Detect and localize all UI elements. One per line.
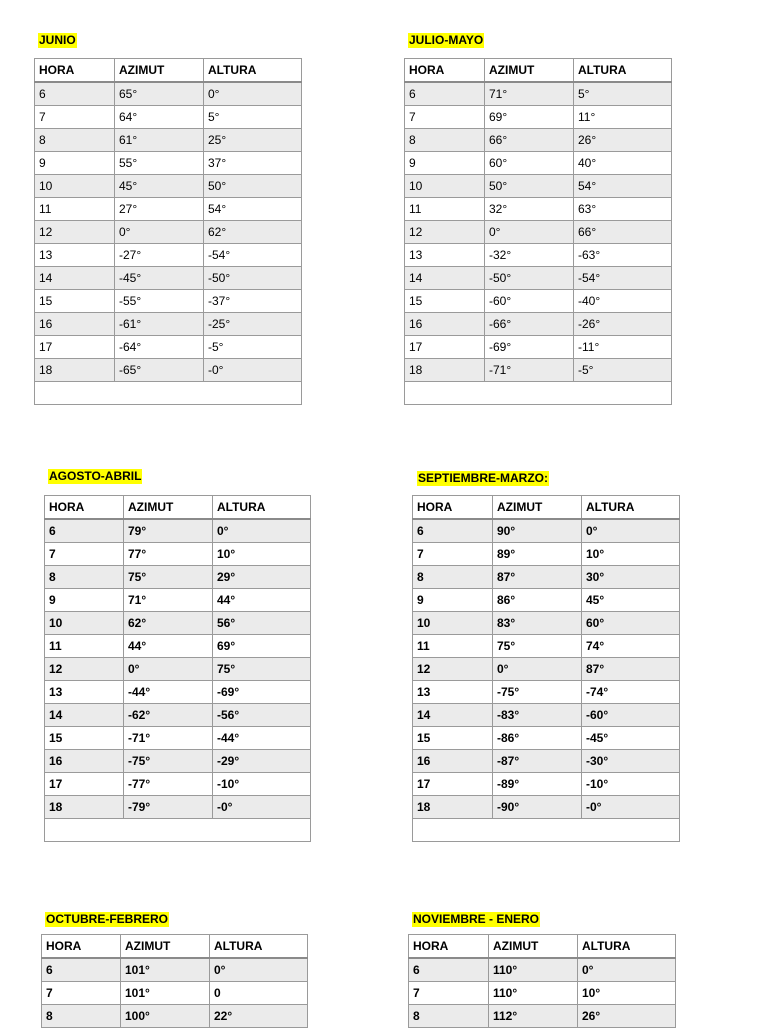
table-row — [405, 175, 672, 198]
table-title-septiembre-marzo: SEPTIEMBRE-MARZO: — [418, 471, 548, 485]
hora-cell: 7 — [405, 106, 485, 129]
azimut-cell: -50° — [485, 267, 574, 290]
azimut-cell: -55° — [115, 290, 204, 313]
azimut-cell: 32° — [485, 198, 574, 221]
altura-cell: -60° — [582, 704, 680, 727]
hora-cell: 16 — [413, 750, 493, 773]
hora-cell: 15 — [413, 727, 493, 750]
hora-cell: 11 — [45, 635, 124, 658]
table-row — [45, 681, 311, 704]
altura-cell: -29° — [213, 750, 311, 773]
altura-cell: 5° — [574, 82, 672, 106]
table-row — [409, 958, 676, 982]
azimut-cell: 0° — [115, 221, 204, 244]
hora-cell: 10 — [405, 175, 485, 198]
table-row — [413, 727, 680, 750]
hora-cell: 18 — [413, 796, 493, 819]
altura-cell: 40° — [574, 152, 672, 175]
hora-cell: 11 — [35, 198, 115, 221]
altura-cell: 66° — [574, 221, 672, 244]
azimut-cell: -90° — [493, 796, 582, 819]
azimut-cell: -65° — [115, 359, 204, 382]
altura-cell: -50° — [204, 267, 302, 290]
table-row — [405, 221, 672, 244]
azimut-cell: 101° — [121, 982, 210, 1005]
altura-cell: 22° — [210, 1005, 308, 1028]
azimut-cell: 69° — [485, 106, 574, 129]
azimut-cell: -60° — [485, 290, 574, 313]
table-row — [413, 681, 680, 704]
empty-row — [45, 819, 311, 842]
altura-cell: 45° — [582, 589, 680, 612]
azimut-cell: 55° — [115, 152, 204, 175]
table-row — [405, 106, 672, 129]
hora-cell: 10 — [413, 612, 493, 635]
empty-cell — [35, 382, 302, 405]
table-row — [45, 566, 311, 589]
table-row — [413, 589, 680, 612]
table-row — [45, 773, 311, 796]
hora-cell: 7 — [413, 543, 493, 566]
altura-cell: 69° — [213, 635, 311, 658]
altura-cell: 0 — [210, 982, 308, 1005]
hora-cell: 8 — [405, 129, 485, 152]
table-row — [35, 290, 302, 313]
table-row — [35, 152, 302, 175]
hora-cell: 12 — [405, 221, 485, 244]
table-row — [35, 244, 302, 267]
hora-cell: 6 — [45, 519, 124, 543]
table-octubre-febrero — [41, 934, 308, 1028]
azimut-cell: 79° — [124, 519, 213, 543]
hora-cell: 14 — [35, 267, 115, 290]
altura-cell: 54° — [204, 198, 302, 221]
altura-cell: 0° — [204, 82, 302, 106]
table-row — [42, 1005, 308, 1028]
hora-cell: 14 — [413, 704, 493, 727]
table-row — [35, 82, 302, 106]
altura-cell: 26° — [578, 1005, 676, 1028]
table-header-row — [35, 59, 302, 83]
header-altura: ALTURA — [210, 935, 308, 959]
hora-cell: 10 — [35, 175, 115, 198]
empty-row — [35, 382, 302, 405]
hora-cell: 8 — [42, 1005, 121, 1028]
header-hora: HORA — [42, 935, 121, 959]
hora-cell: 16 — [35, 313, 115, 336]
table-row — [413, 704, 680, 727]
header-azimut: AZIMUT — [493, 496, 582, 520]
hora-cell: 9 — [413, 589, 493, 612]
altura-cell: 30° — [582, 566, 680, 589]
hora-cell: 18 — [35, 359, 115, 382]
empty-row — [405, 382, 672, 405]
altura-cell: -10° — [213, 773, 311, 796]
table-row — [413, 635, 680, 658]
hora-cell: 8 — [409, 1005, 489, 1028]
azimut-cell: -83° — [493, 704, 582, 727]
azimut-cell: 112° — [489, 1005, 578, 1028]
azimut-cell: 89° — [493, 543, 582, 566]
hora-cell: 13 — [45, 681, 124, 704]
header-hora: HORA — [413, 496, 493, 520]
empty-row — [413, 819, 680, 842]
hora-cell: 17 — [45, 773, 124, 796]
altura-cell: 26° — [574, 129, 672, 152]
altura-cell: -5° — [204, 336, 302, 359]
hora-cell: 17 — [413, 773, 493, 796]
altura-cell: -0° — [582, 796, 680, 819]
table-row — [413, 750, 680, 773]
altura-cell: 74° — [582, 635, 680, 658]
hora-cell: 9 — [35, 152, 115, 175]
table-row — [413, 658, 680, 681]
altura-cell: -11° — [574, 336, 672, 359]
table-row — [405, 267, 672, 290]
azimut-cell: -71° — [124, 727, 213, 750]
azimut-cell: -69° — [485, 336, 574, 359]
hora-cell: 8 — [413, 566, 493, 589]
table-row — [405, 290, 672, 313]
altura-cell: -74° — [582, 681, 680, 704]
table-julio-mayo — [404, 58, 672, 405]
altura-cell: -25° — [204, 313, 302, 336]
azimut-cell: 44° — [124, 635, 213, 658]
hora-cell: 8 — [35, 129, 115, 152]
table-row — [413, 773, 680, 796]
azimut-cell: 0° — [493, 658, 582, 681]
hora-cell: 7 — [42, 982, 121, 1005]
hora-cell: 6 — [409, 958, 489, 982]
azimut-cell: 75° — [493, 635, 582, 658]
header-azimut: AZIMUT — [115, 59, 204, 83]
table-row — [35, 198, 302, 221]
azimut-cell: 66° — [485, 129, 574, 152]
azimut-cell: 60° — [485, 152, 574, 175]
hora-cell: 12 — [413, 658, 493, 681]
header-altura: ALTURA — [582, 496, 680, 520]
hora-cell: 12 — [45, 658, 124, 681]
hora-cell: 9 — [45, 589, 124, 612]
header-altura: ALTURA — [213, 496, 311, 520]
table-row — [35, 106, 302, 129]
altura-cell: 54° — [574, 175, 672, 198]
azimut-cell: 101° — [121, 958, 210, 982]
hora-cell: 7 — [35, 106, 115, 129]
altura-cell: -56° — [213, 704, 311, 727]
table-row — [413, 519, 680, 543]
table-row — [413, 612, 680, 635]
hora-cell: 6 — [405, 82, 485, 106]
azimut-cell: -79° — [124, 796, 213, 819]
table-row — [405, 244, 672, 267]
altura-cell: -0° — [204, 359, 302, 382]
table-row — [45, 704, 311, 727]
azimut-cell: -64° — [115, 336, 204, 359]
azimut-cell: -86° — [493, 727, 582, 750]
table-row — [405, 198, 672, 221]
empty-cell — [405, 382, 672, 405]
empty-cell — [45, 819, 311, 842]
hora-cell: 18 — [405, 359, 485, 382]
table-header-row — [45, 496, 311, 520]
altura-cell: -5° — [574, 359, 672, 382]
table-row — [405, 129, 672, 152]
hora-cell: 17 — [35, 336, 115, 359]
header-hora: HORA — [35, 59, 115, 83]
azimut-cell: 27° — [115, 198, 204, 221]
azimut-cell: 65° — [115, 82, 204, 106]
header-altura: ALTURA — [578, 935, 676, 959]
hora-cell: 14 — [45, 704, 124, 727]
empty-cell — [413, 819, 680, 842]
header-hora: HORA — [409, 935, 489, 959]
table-row — [45, 635, 311, 658]
table-header-row — [413, 496, 680, 520]
azimut-cell: -61° — [115, 313, 204, 336]
azimut-cell: 77° — [124, 543, 213, 566]
altura-cell: 0° — [578, 958, 676, 982]
header-altura: ALTURA — [204, 59, 302, 83]
table-row — [413, 796, 680, 819]
hora-cell: 7 — [45, 543, 124, 566]
azimut-cell: -71° — [485, 359, 574, 382]
table-title-agosto-abril: AGOSTO-ABRIL — [49, 469, 142, 483]
altura-cell: 0° — [210, 958, 308, 982]
azimut-cell: 0° — [485, 221, 574, 244]
hora-cell: 6 — [35, 82, 115, 106]
hora-cell: 14 — [405, 267, 485, 290]
table-row — [409, 982, 676, 1005]
azimut-cell: -75° — [124, 750, 213, 773]
table-row — [35, 221, 302, 244]
altura-cell: 0° — [582, 519, 680, 543]
azimut-cell: 71° — [124, 589, 213, 612]
altura-cell: 44° — [213, 589, 311, 612]
table-row — [413, 566, 680, 589]
azimut-cell: 110° — [489, 982, 578, 1005]
altura-cell: -69° — [213, 681, 311, 704]
header-azimut: AZIMUT — [489, 935, 578, 959]
table-row — [405, 359, 672, 382]
hora-cell: 17 — [405, 336, 485, 359]
hora-cell: 8 — [45, 566, 124, 589]
hora-cell: 18 — [45, 796, 124, 819]
azimut-cell: -89° — [493, 773, 582, 796]
table-title-octubre-febrero: OCTUBRE-FEBRERO — [46, 912, 168, 926]
azimut-cell: 45° — [115, 175, 204, 198]
table-row — [35, 313, 302, 336]
hora-cell: 15 — [405, 290, 485, 313]
table-row — [405, 152, 672, 175]
altura-cell: -40° — [574, 290, 672, 313]
table-row — [45, 750, 311, 773]
hora-cell: 6 — [413, 519, 493, 543]
azimut-cell: 90° — [493, 519, 582, 543]
table-row — [35, 175, 302, 198]
altura-cell: -63° — [574, 244, 672, 267]
hora-cell: 11 — [405, 198, 485, 221]
table-row — [413, 543, 680, 566]
azimut-cell: 50° — [485, 175, 574, 198]
altura-cell: 29° — [213, 566, 311, 589]
azimut-cell: -62° — [124, 704, 213, 727]
header-azimut: AZIMUT — [124, 496, 213, 520]
table-title-junio: JUNIO — [39, 33, 76, 47]
altura-cell: 5° — [204, 106, 302, 129]
altura-cell: -44° — [213, 727, 311, 750]
table-row — [405, 313, 672, 336]
altura-cell: 63° — [574, 198, 672, 221]
altura-cell: 10° — [213, 543, 311, 566]
azimut-cell: -45° — [115, 267, 204, 290]
table-row — [405, 82, 672, 106]
table-row — [45, 727, 311, 750]
azimut-cell: 0° — [124, 658, 213, 681]
azimut-cell: 83° — [493, 612, 582, 635]
hora-cell: 16 — [405, 313, 485, 336]
altura-cell: 75° — [213, 658, 311, 681]
table-junio — [34, 58, 302, 405]
altura-cell: -54° — [204, 244, 302, 267]
altura-cell: 62° — [204, 221, 302, 244]
table-row — [42, 958, 308, 982]
hora-cell: 9 — [405, 152, 485, 175]
hora-cell: 16 — [45, 750, 124, 773]
table-header-row — [405, 59, 672, 83]
table-agosto-abril — [44, 495, 311, 842]
table-row — [409, 1005, 676, 1028]
altura-cell: 56° — [213, 612, 311, 635]
hora-cell: 10 — [45, 612, 124, 635]
altura-cell: 60° — [582, 612, 680, 635]
table-row — [45, 796, 311, 819]
azimut-cell: -87° — [493, 750, 582, 773]
table-row — [35, 359, 302, 382]
azimut-cell: 62° — [124, 612, 213, 635]
azimut-cell: -66° — [485, 313, 574, 336]
altura-cell: -45° — [582, 727, 680, 750]
altura-cell: 50° — [204, 175, 302, 198]
azimut-cell: 100° — [121, 1005, 210, 1028]
altura-cell: 0° — [213, 519, 311, 543]
table-header-row — [42, 935, 308, 959]
azimut-cell: 75° — [124, 566, 213, 589]
altura-cell: -0° — [213, 796, 311, 819]
azimut-cell: 71° — [485, 82, 574, 106]
table-title-julio-mayo: JULIO-MAYO — [409, 33, 484, 47]
azimut-cell: -75° — [493, 681, 582, 704]
altura-cell: -26° — [574, 313, 672, 336]
hora-cell: 13 — [35, 244, 115, 267]
altura-cell: 10° — [582, 543, 680, 566]
table-row — [45, 543, 311, 566]
azimut-cell: -44° — [124, 681, 213, 704]
altura-cell: -37° — [204, 290, 302, 313]
header-altura: ALTURA — [574, 59, 672, 83]
table-header-row — [409, 935, 676, 959]
table-row — [45, 589, 311, 612]
table-row — [45, 658, 311, 681]
hora-cell: 13 — [405, 244, 485, 267]
hora-cell: 6 — [42, 958, 121, 982]
header-hora: HORA — [405, 59, 485, 83]
azimut-cell: -32° — [485, 244, 574, 267]
altura-cell: 11° — [574, 106, 672, 129]
altura-cell: 10° — [578, 982, 676, 1005]
hora-cell: 13 — [413, 681, 493, 704]
header-azimut: AZIMUT — [121, 935, 210, 959]
altura-cell: -30° — [582, 750, 680, 773]
altura-cell: 37° — [204, 152, 302, 175]
azimut-cell: -27° — [115, 244, 204, 267]
table-row — [35, 129, 302, 152]
hora-cell: 7 — [409, 982, 489, 1005]
hora-cell: 12 — [35, 221, 115, 244]
table-noviembre-enero — [408, 934, 676, 1028]
table-row — [35, 267, 302, 290]
hora-cell: 15 — [45, 727, 124, 750]
azimut-cell: 64° — [115, 106, 204, 129]
hora-cell: 11 — [413, 635, 493, 658]
hora-cell: 15 — [35, 290, 115, 313]
table-row — [35, 336, 302, 359]
altura-cell: -54° — [574, 267, 672, 290]
table-septiembre-marzo — [412, 495, 680, 842]
azimut-cell: 61° — [115, 129, 204, 152]
altura-cell: -10° — [582, 773, 680, 796]
altura-cell: 87° — [582, 658, 680, 681]
table-row — [405, 336, 672, 359]
azimut-cell: 86° — [493, 589, 582, 612]
azimut-cell: 110° — [489, 958, 578, 982]
table-title-noviembre-enero: NOVIEMBRE - ENERO — [413, 912, 540, 926]
header-hora: HORA — [45, 496, 124, 520]
header-azimut: AZIMUT — [485, 59, 574, 83]
table-row — [42, 982, 308, 1005]
azimut-cell: 87° — [493, 566, 582, 589]
azimut-cell: -77° — [124, 773, 213, 796]
table-row — [45, 519, 311, 543]
table-row — [45, 612, 311, 635]
altura-cell: 25° — [204, 129, 302, 152]
